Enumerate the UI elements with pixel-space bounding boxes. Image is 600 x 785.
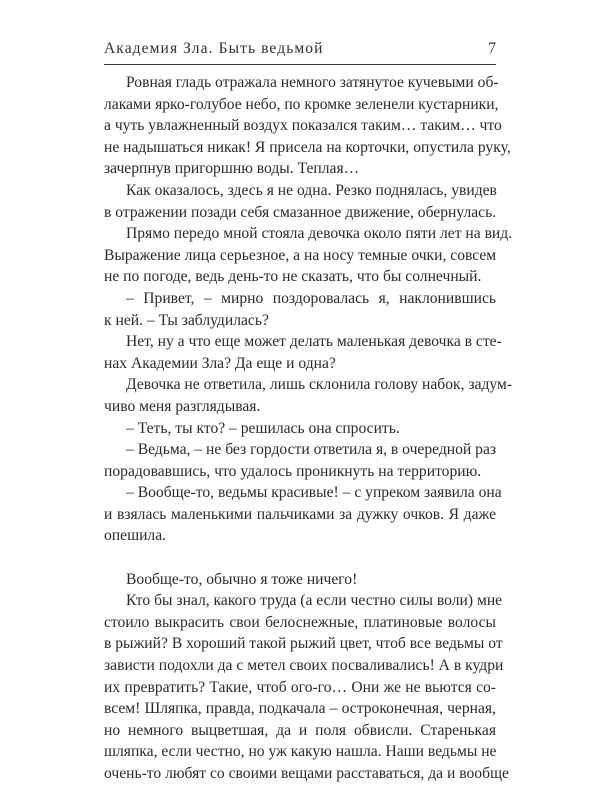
- text-line: их превратить? Такие, чтоб ого-го… Они же не вьются со-: [104, 678, 496, 696]
- text-line: зависти подохли да с метел своих посваливались! А в кудри: [104, 657, 504, 675]
- text-line: – Привет, – мирно поздоровалась я, наклонившись: [126, 289, 496, 307]
- text-line: но немного выцветшая, да и поля обвисли. Старенькая: [104, 721, 496, 739]
- text-line: – Теть, ты кто? – решилась она спросить.: [126, 419, 400, 437]
- text-line: лаками ярко-голубое небо, по кромке зеленели кустарники,: [104, 95, 499, 113]
- text-line: опешила.: [104, 527, 167, 545]
- paragraph-gap: [104, 547, 496, 569]
- text-line: в рыжий? В хороший такой рыжий цвет, чтоб все ведьмы от: [104, 635, 503, 653]
- text-line: шляпка, если честно, но уж какую нашла. Наши ведьмы не: [104, 743, 497, 761]
- text-line: зачерпнув пригоршню воды. Теплая…: [104, 160, 360, 178]
- text-line: Ровная гладь отражала немного затянутое кучевыми об-: [126, 74, 499, 91]
- text-line: Девочка не ответила, лишь склонила голову набок, задум-: [126, 376, 513, 394]
- text-line: нах Академии Зла? Да еще и одна?: [104, 354, 336, 372]
- text-line: а чуть увлажненный воздух показался таким… таким… что: [104, 117, 502, 135]
- text-line: – Вообще-то, ведьмы красивые! – с упреком заявила она: [126, 484, 502, 502]
- text-line: Вообще-то, обычно я тоже ничего!: [126, 570, 358, 588]
- running-header: [104, 38, 496, 65]
- text-line: порадовавшись, что удалось проникнуть на территорию.: [104, 462, 482, 480]
- text-line: чиво меня разглядывая.: [104, 397, 261, 415]
- text-line: Кто бы знал, какого труда (а если честно силы воли) мне: [126, 592, 503, 610]
- text-line: не по погоде, ведь день-то не сказать, что бы солнечный.: [104, 268, 482, 286]
- text-line: в отражении позади себя смазанное движение, обернулась.: [104, 203, 497, 221]
- text-line: Нет, ну а что еще может делать маленькая девочка в сте-: [126, 333, 502, 351]
- text-line: и взялась маленькими пальчиками за дужку очков. Я даже: [104, 505, 496, 523]
- text-line: Выражение лица серьезное, а на носу темные очки, совсем: [104, 246, 497, 264]
- text-line: Прямо передо мной стояла девочка около пяти лет на вид.: [126, 225, 513, 243]
- text-line: не надышаться никак! Я присела на корточки, опустила руку,: [104, 138, 511, 156]
- running-title: Академия Зла. Быть ведьмой: [104, 40, 324, 57]
- text-line: стоило выкрасить свои белоснежные, платиновые волосы: [104, 613, 496, 631]
- text-line: – Ведьма, – не без гордости ответила я, в очередной раз: [126, 441, 497, 459]
- body-text: [104, 72, 513, 785]
- text-line: очень-то любят со своими вещами расставаться, да и вообще: [104, 765, 509, 782]
- text-line: Как оказалось, здесь я не одна. Резко поднялась, увидев: [126, 181, 497, 199]
- text-line: к ней. – Ты заблудилась?: [104, 311, 269, 329]
- text-line: всем! Шляпка, правда, подкачала – остроконечная, черная,: [104, 700, 496, 718]
- page-number: 7: [488, 40, 496, 57]
